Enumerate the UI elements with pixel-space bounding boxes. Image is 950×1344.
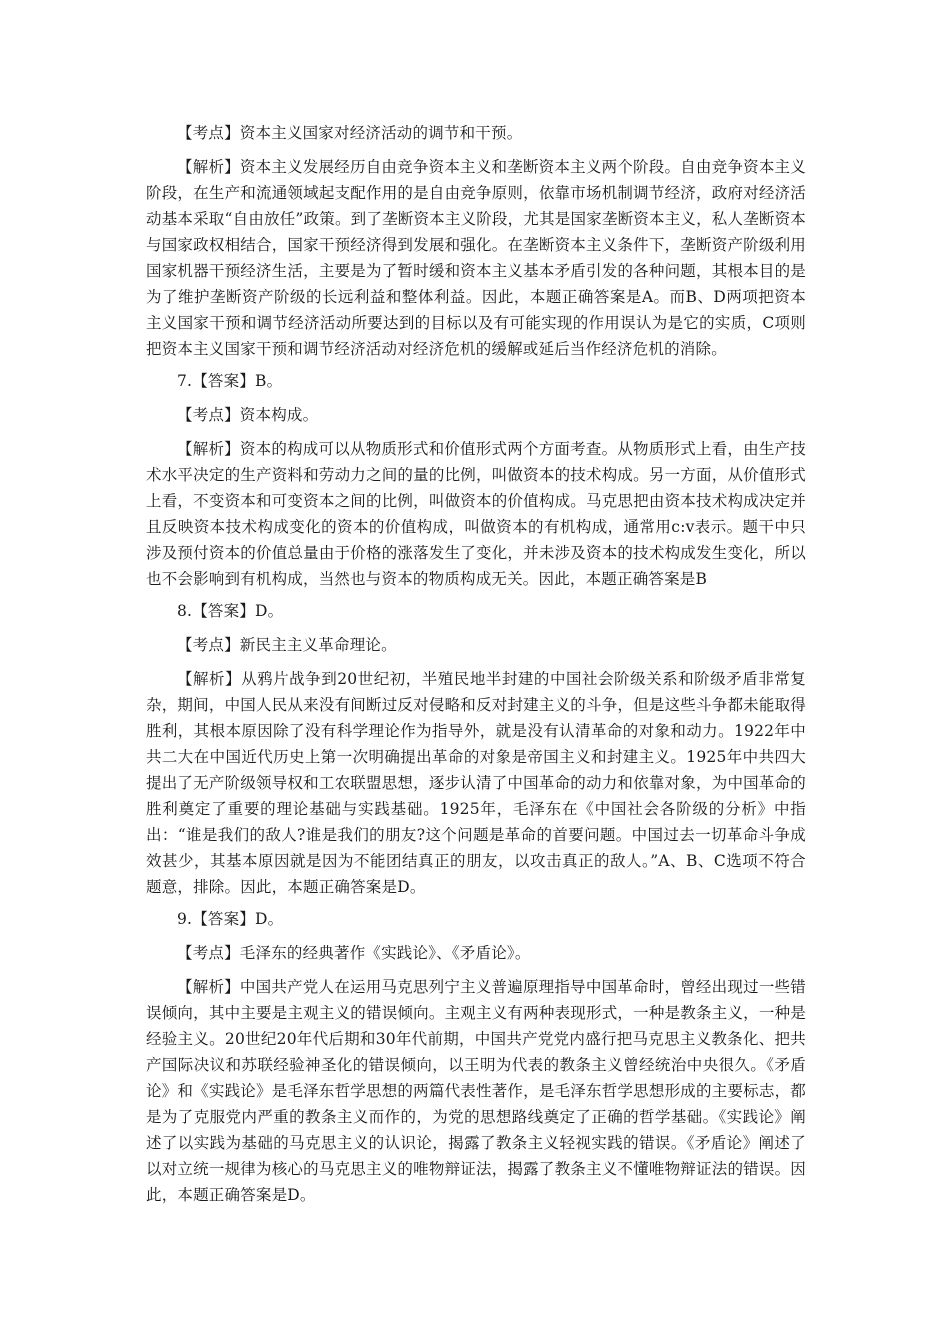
answer-line: 8.【答案】D。	[177, 602, 284, 620]
kaodian-paragraph: 【考点】资本主义国家对经济活动的调节和干预。	[177, 124, 523, 142]
jiexi-paragraph: 【解析】中国共产党人在运用马克思列宁主义普遍原理指导中国革命时，曾经出现过一些错误倾向，其中主要是主观主义的错误倾向。主观主义有两种表现形式，一种是教条主义，一种是经验主义。20世纪20年代后期和30年代前期，中国共产党党内盛行把马克思主义教条化、把共产国际决议和苏联经验神圣化的错误倾向，以王明为代表的教条主义曾经统治中央很久。《矛盾论》和《实践论》是毛泽东哲学思想的两篇代表性著作，是毛泽东哲学思想形成的主要标志，都是为了克服党内严重的教条主义而作的，为党的思想路线奠定了正确的哲学基础。《实践论》阐述了以实践为基础的马克思主义的认识论，揭露了教条主义轻视实践的错误。《矛盾论》阐述了以对立统一规律为核心的马克思主义的唯物辩证法，揭露了教条主义不懂唯物辩证法的错误。因此，本题正确答案是D。	[146, 978, 806, 1204]
kaodian-paragraph: 【考点】资本构成。	[177, 406, 319, 424]
kaodian-paragraph: 【考点】新民主主义革命理论。	[177, 636, 397, 654]
document-page	[146, 120, 806, 1214]
answer-line: 7.【答案】B。	[177, 372, 283, 390]
jiexi-paragraph: 【解析】从鸦片战争到20世纪初，半殖民地半封建的中国社会阶级关系和阶级矛盾非常复杂，期间，中国人民从来没有间断过反对侵略和反对封建主义的斗争，但是这些斗争都未能取得胜利，其根本原因除了没有科学理论作为指导外，就是没有认清革命的对象和动力。1922年中共二大在中国近代历史上第一次明确提出革命的对象是帝国主义和封建主义。1925年中共四大提出了无产阶级领导权和工农联盟思想，逐步认清了中国革命的动力和依靠对象，为中国革命的胜利奠定了重要的理论基础与实践基础。1925年，毛泽东在《中国社会各阶级的分析》中指出：“谁是我们的敌人?谁是我们的朋友?这个问题是革命的首要问题。中国过去一切革命斗争成效甚少，其基本原因就是因为不能团结真正的朋友，以攻击真正的敌人。”A、B、C选项不符合题意，排除。因此，本题正确答案是D。	[146, 670, 806, 896]
answer-line: 9.【答案】D。	[177, 910, 284, 928]
jiexi-paragraph: 【解析】资本主义发展经历自由竞争资本主义和垄断资本主义两个阶段。自由竞争资本主义阶段，在生产和流通领域起支配作用的是自由竞争原则，依靠市场机制调节经济，政府对经济活动基本采取“自由放任”政策。到了垄断资本主义阶段，尤其是国家垄断资本主义，私人垄断资本与国家政权相结合，国家干预经济得到发展和强化。在垄断资本主义条件下，垄断资产阶级利用国家机器干预经济生活，主要是为了暂时缓和资本主义基本矛盾引发的各种问题，其根本目的是为了维护垄断资产阶级的长远利益和整体利益。因此，本题正确答案是A。而B、D两项把资本主义国家干预和调节经济活动所要达到的目标以及有可能实现的作用误认为是它的实质，C项则把资本主义国家干预和调节经济活动对经济危机的缓解或延后当作经济危机的消除。	[146, 158, 806, 358]
kaodian-paragraph: 【考点】毛泽东的经典著作《实践论》、《矛盾论》。	[177, 944, 531, 962]
jiexi-paragraph: 【解析】资本的构成可以从物质形式和价值形式两个方面考查。从物质形式上看，由生产技术水平决定的生产资料和劳动力之间的量的比例，叫做资本的技术构成。另一方面，从价值形式上看，不变资本和可变资本之间的比例，叫做资本的价值构成。马克思把由资本技术构成决定并且反映资本技术构成变化的资本的价值构成，叫做资本的有机构成，通常用c:v表示。题干中只涉及预付资本的价值总量由于价格的涨落发生了变化，并未涉及资本的技术构成发生变化，所以也不会影响到有机构成，当然也与资本的物质构成无关。因此，本题正确答案是B	[146, 440, 806, 588]
